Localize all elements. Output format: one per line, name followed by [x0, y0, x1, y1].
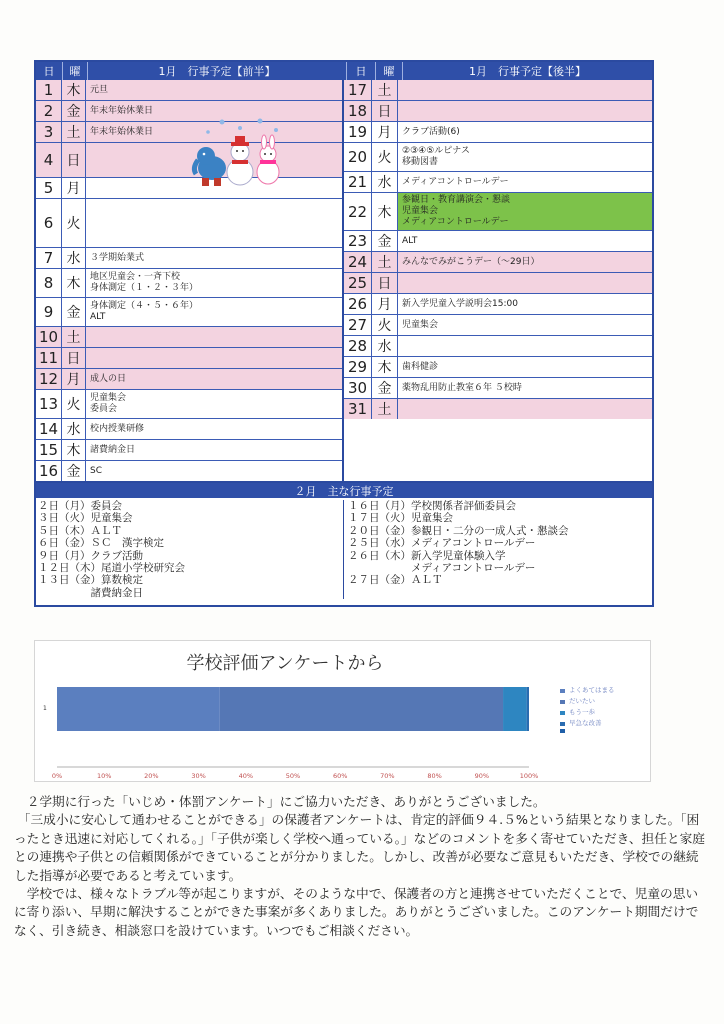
day-events [398, 101, 652, 121]
day-events [398, 336, 652, 356]
day-events [398, 357, 652, 377]
day-number: 15 [36, 440, 62, 460]
header-dow-right: 曜 [376, 62, 403, 80]
legend-swatch [560, 689, 565, 693]
february-event: ３日（火）児童集会 [38, 512, 133, 525]
event-text: ALT [90, 312, 106, 322]
event-text: 児童集会 [402, 206, 439, 216]
legend-swatch [560, 722, 565, 726]
february-event: 諸費納金日 [38, 586, 143, 599]
x-tick-label: 10% [96, 772, 112, 780]
day-of-week: 木 [62, 80, 86, 100]
day-of-week: 土 [62, 327, 86, 347]
y-tick-label: 1 [43, 705, 47, 712]
header-day-left: 日 [36, 62, 63, 80]
february-event: １６日（月）学校関係者評価委員会 [348, 500, 516, 512]
day-of-week: 水 [372, 336, 398, 356]
x-tick-label: 80% [427, 772, 442, 780]
day-of-week: 金 [62, 101, 86, 121]
day-events [398, 315, 652, 335]
calendar-row [344, 122, 652, 143]
paragraph-results: 「三成小に安心して通わせることができる」の保護者アンケートは、肯定的評価９４.５%という結果となりました。「困ったとき迅速に対応してくれる。」「子供が楽しく学校へ通っている。」などのコメントを多く寄せていただき、担任と家庭との連携や子供との信頼関係ができていることが分かりました。しかし、改善が必要なご意見もいただき、学校での継続した指導が必要であると考えています。 [14, 812, 705, 883]
calendar-row [344, 294, 652, 315]
day-number: 4 [36, 143, 62, 177]
day-of-week: 木 [372, 357, 398, 377]
day-of-week: 水 [62, 419, 86, 439]
survey-message [14, 793, 710, 940]
february-event: メディアコントロールデー [348, 562, 536, 575]
header-day-right: 日 [347, 62, 376, 80]
day-events [398, 273, 652, 293]
february-event: １７日（火）児童集会 [348, 512, 453, 525]
day-number: 21 [344, 172, 372, 192]
day-of-week: 日 [62, 143, 86, 177]
calendar-row [36, 199, 342, 248]
header-title-right: 1月 行事予定【後半】 [469, 65, 586, 78]
survey-chart [34, 640, 651, 782]
day-events [398, 172, 652, 192]
legend-item [560, 685, 615, 696]
day-number: 27 [344, 315, 372, 335]
day-number: 11 [36, 348, 62, 368]
event-text: 歯科健診 [402, 361, 439, 372]
day-events [398, 193, 652, 230]
day-events [398, 143, 652, 171]
calendar-row [36, 348, 342, 369]
day-events [398, 80, 652, 100]
day-number: 14 [36, 419, 62, 439]
day-events [86, 298, 342, 326]
x-tick-label: 100% [519, 772, 539, 780]
event-text: 薬物乱用防止教室６年 ５校時 [402, 382, 522, 393]
day-number: 9 [36, 298, 62, 326]
february-event: ９日（月）クラブ活動 [38, 549, 143, 562]
day-number: 2 [36, 101, 62, 121]
x-tick-label: 40% [238, 772, 254, 780]
day-of-week: 水 [62, 248, 86, 268]
calendar-row [36, 440, 342, 461]
february-event: １３日（金）算数検定 [38, 574, 143, 587]
legend-label: 早急な改善 [569, 719, 602, 727]
day-of-week: 火 [62, 390, 86, 418]
event-text: ②③④⑤ルピナス [402, 146, 470, 156]
february-event: １２日（木）尾道小学校研究会 [38, 562, 185, 575]
calendar-row [36, 298, 342, 327]
day-events [86, 390, 342, 418]
day-of-week: 日 [372, 101, 398, 121]
day-number: 25 [344, 273, 372, 293]
chart-legend [560, 685, 615, 733]
event-text: 身体測定（４・５・６年） [90, 301, 199, 311]
day-number: 31 [344, 399, 372, 419]
day-number: 13 [36, 390, 62, 418]
day-number: 6 [36, 199, 62, 247]
legend-item [560, 729, 615, 733]
day-number: 18 [344, 101, 372, 121]
day-events [86, 419, 342, 439]
event-text: みんなでみがこうデー（～29日） [402, 256, 540, 267]
day-of-week: 金 [62, 298, 86, 326]
calendar-row [36, 248, 342, 269]
day-number: 1 [36, 80, 62, 100]
event-text: 児童集会 [90, 393, 127, 403]
day-of-week: 月 [62, 178, 86, 198]
event-text: 児童集会 [402, 319, 439, 330]
february-events-right [344, 500, 652, 599]
day-number: 3 [36, 122, 62, 142]
day-number: 19 [344, 122, 372, 142]
calendar-row [344, 193, 652, 231]
paragraph-thanks: ２学期に行った「いじめ・体罰アンケート」にご協力いただき、ありがとうございました。 [26, 794, 546, 809]
day-events [86, 440, 342, 460]
elephant-icon [194, 147, 226, 186]
calendar-row [344, 172, 652, 193]
event-text: ３学期始業式 [90, 252, 145, 263]
rabbit-icon [257, 135, 279, 184]
day-events [86, 461, 342, 481]
february-event: ２日（月）委員会 [38, 500, 122, 512]
february-event: ６日（金）ＳＣ 漢字検定 [38, 537, 164, 550]
day-of-week: 木 [62, 269, 86, 297]
calendar-row [344, 273, 652, 294]
event-text: メディアコントロールデー [402, 176, 509, 187]
day-number: 28 [344, 336, 372, 356]
event-text: クラブ活動(6) [402, 126, 460, 137]
day-events [86, 269, 342, 297]
snowman-icon [227, 136, 253, 185]
february-event: ５日（木）ＡＬＴ [38, 524, 122, 537]
day-events [398, 252, 652, 272]
event-text: 成人の日 [90, 373, 127, 384]
day-number: 12 [36, 369, 62, 389]
x-tick-label: 60% [332, 772, 348, 780]
day-number: 23 [344, 231, 372, 251]
day-number: 20 [344, 143, 372, 171]
legend-item [560, 707, 615, 718]
calendar-row [36, 461, 342, 481]
header-title-left: 1月 行事予定【前半】 [88, 62, 347, 80]
x-tick-label: 50% [285, 772, 301, 780]
bar-segment-3 [527, 687, 529, 731]
calendar-header [36, 62, 652, 80]
day-number: 29 [344, 357, 372, 377]
day-of-week: 火 [372, 315, 398, 335]
day-number: 8 [36, 269, 62, 297]
day-events [86, 248, 342, 268]
february-event: ２５日（水）メディアコントロールデー [348, 537, 536, 550]
event-text: SC [90, 465, 102, 476]
bar-segment-2 [503, 687, 527, 731]
day-number: 16 [36, 461, 62, 481]
snowman-illustration [182, 116, 292, 196]
day-of-week: 土 [372, 252, 398, 272]
x-tick-label: 30% [191, 772, 206, 780]
day-events [398, 399, 652, 419]
calendar-row [344, 378, 652, 399]
snowflake-icon [206, 119, 278, 134]
day-number: 5 [36, 178, 62, 198]
day-number: 7 [36, 248, 62, 268]
legend-swatch [560, 729, 565, 733]
chart-title: 学校評価アンケートから [186, 653, 384, 674]
calendar-row [344, 143, 652, 172]
day-of-week: 木 [62, 440, 86, 460]
day-events [398, 378, 652, 398]
calendar-row [344, 231, 652, 252]
day-of-week: 金 [372, 378, 398, 398]
event-text: 校内授業研修 [90, 423, 145, 434]
day-number: 26 [344, 294, 372, 314]
day-of-week: 金 [62, 461, 86, 481]
day-of-week: 木 [372, 193, 398, 230]
event-text: 身体測定（１・２・３年） [90, 283, 199, 293]
calendar-row [344, 101, 652, 122]
legend-label: だいたい [569, 697, 595, 705]
x-tick-label: 20% [144, 772, 159, 780]
legend-swatch [560, 700, 565, 704]
day-of-week: 土 [372, 399, 398, 419]
day-events [86, 327, 342, 347]
bar-segment-0 [57, 687, 220, 731]
day-of-week: 日 [372, 273, 398, 293]
event-text: 地区児童会・一斉下校 [90, 272, 181, 282]
day-of-week: 月 [372, 122, 398, 142]
event-text: メディアコントロールデー [402, 217, 509, 227]
event-text: 新入学児童入学説明会15:00 [402, 298, 518, 309]
event-text: 委員会 [90, 404, 118, 414]
february-events-left [36, 500, 344, 599]
day-events [398, 231, 652, 251]
legend-label: よくあてはまる [569, 686, 615, 694]
day-of-week: 土 [62, 122, 86, 142]
day-number: 17 [344, 80, 372, 100]
calendar-row [344, 357, 652, 378]
paragraph-consultation: 学校では、様々なトラブル等が起こりますが、そのような中で、保護者の方と連携させていただくことで、児童の思いに寄り添い、早期に解決することができた事案が多くありました。ありがとうございました。このアンケート期間だけでなく、引き続き、相談窓口を設けています。いつでもご相談ください。 [14, 886, 699, 938]
day-of-week: 土 [372, 80, 398, 100]
day-of-week: 金 [372, 231, 398, 251]
legend-label: もう一歩 [569, 708, 595, 716]
event-text: 移動図書 [402, 157, 439, 167]
x-tick-label: 0% [51, 772, 63, 780]
day-number: 24 [344, 252, 372, 272]
calendar-row [344, 336, 652, 357]
day-of-week: 日 [62, 348, 86, 368]
event-text: ALT [402, 235, 418, 246]
day-number: 22 [344, 193, 372, 230]
event-text: 元旦 [90, 84, 109, 95]
day-events [86, 348, 342, 368]
legend-swatch [560, 711, 565, 715]
calendar-row [344, 315, 652, 336]
february-header: ２月 主な行事予定 [36, 481, 652, 498]
day-of-week: 月 [62, 369, 86, 389]
event-text: 諸費納金日 [90, 444, 136, 455]
day-events [86, 80, 342, 100]
x-tick-label: 90% [474, 772, 490, 780]
day-events [86, 199, 342, 247]
day-of-week: 火 [62, 199, 86, 247]
day-of-week: 水 [372, 172, 398, 192]
calendar-row [36, 369, 342, 390]
calendar-row [344, 80, 652, 101]
day-of-week: 火 [372, 143, 398, 171]
bar-segment-1 [220, 687, 503, 731]
header-dow-left: 曜 [63, 62, 88, 80]
calendar-row [344, 252, 652, 273]
day-of-week: 月 [372, 294, 398, 314]
day-events [86, 369, 342, 389]
event-text: 参観日・教育講演会・懇談 [402, 195, 511, 205]
calendar-row [36, 390, 342, 419]
day-number: 10 [36, 327, 62, 347]
february-events [36, 498, 652, 605]
february-event: ２７日（金）ＡＬＴ [348, 574, 443, 587]
x-tick-label: 70% [380, 772, 395, 780]
day-events [398, 294, 652, 314]
january-calendar [34, 60, 654, 607]
day-events [398, 122, 652, 142]
february-event: ２６日（木）新入学児童体験入学 [348, 549, 506, 562]
february-event: ２０日（金）参観日・二分の一成人式・懇談会 [348, 524, 569, 537]
calendar-row [36, 419, 342, 440]
legend-item [560, 696, 615, 707]
calendar-second-half [344, 80, 652, 481]
day-number: 30 [344, 378, 372, 398]
event-text: 年末年始休業日 [90, 105, 154, 116]
calendar-row [36, 327, 342, 348]
calendar-row [36, 80, 342, 101]
calendar-row [344, 399, 652, 419]
legend-item [560, 718, 615, 729]
event-text: 年末年始休業日 [90, 126, 154, 137]
calendar-row [36, 269, 342, 298]
